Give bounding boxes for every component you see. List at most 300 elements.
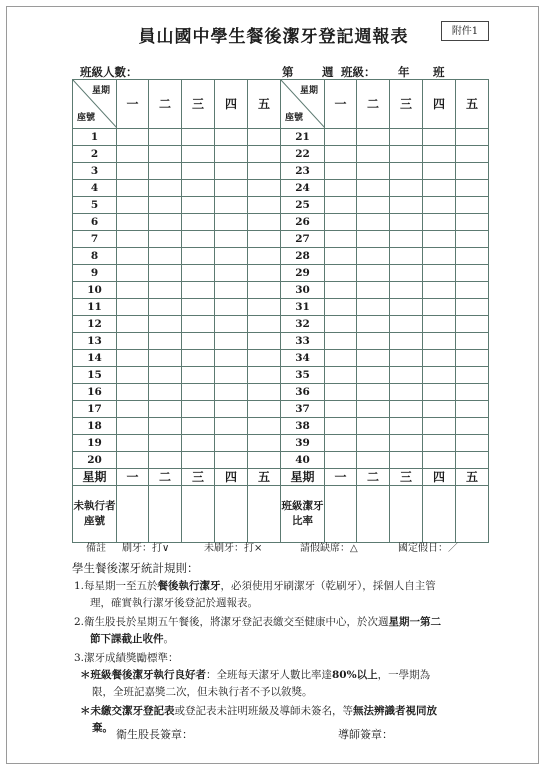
record-cell[interactable]: [456, 197, 489, 214]
record-cell[interactable]: [357, 231, 390, 248]
record-cell[interactable]: [117, 316, 149, 333]
record-cell[interactable]: [456, 452, 489, 469]
record-cell[interactable]: [423, 435, 456, 452]
seat-number: 8: [73, 248, 117, 265]
record-cell[interactable]: [456, 367, 489, 384]
record-cell[interactable]: [390, 316, 423, 333]
table-row: [73, 197, 489, 214]
record-cell[interactable]: [182, 197, 215, 214]
class-ratio-cell[interactable]: [423, 486, 456, 543]
record-cell[interactable]: [248, 367, 281, 384]
remark-not-brushed: 未刷牙：打×: [204, 543, 263, 554]
table-row: [73, 333, 489, 350]
record-cell[interactable]: [390, 180, 423, 197]
day-header-left: 一: [117, 80, 149, 129]
record-cell[interactable]: [182, 452, 215, 469]
class-count-label: 班級人數：: [80, 65, 138, 79]
record-cell[interactable]: [456, 163, 489, 180]
record-cell[interactable]: [456, 435, 489, 452]
record-cell[interactable]: [390, 401, 423, 418]
record-cell[interactable]: [149, 316, 182, 333]
record-cell[interactable]: [456, 231, 489, 248]
record-cell[interactable]: [423, 163, 456, 180]
page-title: 員山國中學生餐後潔牙登記週報表: [138, 27, 409, 47]
record-cell[interactable]: [390, 214, 423, 231]
record-cell[interactable]: [248, 265, 281, 282]
corner-weekday-label: 星期: [91, 86, 110, 96]
remarks-label: 備註: [86, 543, 106, 554]
table-row: [73, 316, 489, 333]
day-header-right: 一: [325, 80, 357, 129]
day-header-right: 四: [423, 80, 456, 129]
record-cell[interactable]: [117, 231, 149, 248]
record-cell[interactable]: [215, 367, 248, 384]
seat-number: 23: [281, 163, 325, 180]
footer-day-right: 一: [325, 469, 357, 486]
record-cell[interactable]: [456, 214, 489, 231]
record-cell[interactable]: [182, 435, 215, 452]
record-cell[interactable]: [182, 248, 215, 265]
record-cell[interactable]: [117, 435, 149, 452]
day-header-left: 五: [248, 80, 281, 129]
record-cell[interactable]: [149, 299, 182, 316]
record-cell[interactable]: [182, 333, 215, 350]
not-brushed-seats-label: 未執行者座號: [73, 486, 117, 543]
record-cell[interactable]: [423, 401, 456, 418]
record-cell[interactable]: [456, 316, 489, 333]
record-cell[interactable]: [149, 214, 182, 231]
record-cell[interactable]: [456, 401, 489, 418]
record-cell[interactable]: [215, 452, 248, 469]
record-cell[interactable]: [423, 231, 456, 248]
record-cell[interactable]: [117, 265, 149, 282]
record-cell[interactable]: [357, 282, 390, 299]
record-cell[interactable]: [357, 197, 390, 214]
record-cell[interactable]: [357, 384, 390, 401]
record-cell[interactable]: [456, 299, 489, 316]
seat-number: 36: [281, 384, 325, 401]
footer-weekday-row: [73, 469, 489, 486]
record-cell[interactable]: [456, 418, 489, 435]
rule-3-item-2-line-2: 棄。: [92, 722, 113, 734]
table-row: [73, 384, 489, 401]
record-cell[interactable]: [423, 282, 456, 299]
record-cell[interactable]: [423, 452, 456, 469]
seat-number: 32: [281, 316, 325, 333]
record-cell[interactable]: [423, 265, 456, 282]
record-cell[interactable]: [182, 214, 215, 231]
record-cell[interactable]: [149, 231, 182, 248]
class-unit-label: 班: [433, 65, 445, 79]
footer-day-left: 一: [117, 469, 149, 486]
record-cell[interactable]: [357, 316, 390, 333]
record-cell[interactable]: [390, 129, 423, 146]
record-cell[interactable]: [215, 248, 248, 265]
rule-3-title: 3.潔牙成績獎勵標準：: [74, 652, 179, 664]
corner-weekday-label: 星期: [299, 86, 318, 96]
record-cell[interactable]: [149, 248, 182, 265]
record-cell[interactable]: [325, 146, 357, 163]
record-cell[interactable]: [182, 350, 215, 367]
record-cell[interactable]: [117, 248, 149, 265]
record-cell[interactable]: [215, 401, 248, 418]
record-cell[interactable]: [117, 146, 149, 163]
record-cell[interactable]: [149, 163, 182, 180]
record-cell[interactable]: [390, 418, 423, 435]
record-cell[interactable]: [357, 333, 390, 350]
record-cell[interactable]: [149, 452, 182, 469]
record-cell[interactable]: [325, 231, 357, 248]
record-cell[interactable]: [456, 248, 489, 265]
record-cell[interactable]: [325, 333, 357, 350]
record-cell[interactable]: [117, 129, 149, 146]
record-cell[interactable]: [456, 146, 489, 163]
seat-number: 27: [281, 231, 325, 248]
record-cell[interactable]: [149, 333, 182, 350]
seat-number: 19: [73, 435, 117, 452]
record-cell[interactable]: [423, 197, 456, 214]
seat-number: 10: [73, 282, 117, 299]
record-cell[interactable]: [248, 333, 281, 350]
seat-number: 5: [73, 197, 117, 214]
seat-number: 4: [73, 180, 117, 197]
record-cell[interactable]: [215, 129, 248, 146]
not-brushed-seats-cell[interactable]: [117, 486, 149, 543]
class-ratio-label: 班級潔牙比率: [281, 486, 325, 543]
remarks-row: [72, 541, 487, 556]
seat-number: 14: [73, 350, 117, 367]
record-cell[interactable]: [357, 401, 390, 418]
seat-number: 26: [281, 214, 325, 231]
record-cell[interactable]: [215, 180, 248, 197]
record-cell[interactable]: [325, 282, 357, 299]
record-cell[interactable]: [149, 384, 182, 401]
day-header-left: 四: [215, 80, 248, 129]
record-cell[interactable]: [357, 180, 390, 197]
grade-label: 年: [398, 65, 410, 79]
not-brushed-seats-cell[interactable]: [182, 486, 215, 543]
remark-absent: 請假缺席：△: [300, 543, 358, 554]
not-brushed-seats-cell[interactable]: [149, 486, 182, 543]
record-cell[interactable]: [215, 197, 248, 214]
record-cell[interactable]: [182, 384, 215, 401]
record-cell[interactable]: [325, 452, 357, 469]
record-cell[interactable]: [325, 384, 357, 401]
record-cell[interactable]: [117, 333, 149, 350]
record-cell[interactable]: [117, 214, 149, 231]
class-ratio-cell[interactable]: [325, 486, 357, 543]
not-brushed-seats-cell[interactable]: [215, 486, 248, 543]
record-cell[interactable]: [423, 333, 456, 350]
seat-number: 15: [73, 367, 117, 384]
record-cell[interactable]: [456, 282, 489, 299]
record-cell[interactable]: [357, 146, 390, 163]
remark-holiday: 國定假日：／: [398, 543, 458, 554]
record-cell[interactable]: [390, 299, 423, 316]
record-cell[interactable]: [182, 265, 215, 282]
seat-number: 31: [281, 299, 325, 316]
record-cell[interactable]: [390, 435, 423, 452]
seat-number: 21: [281, 129, 325, 146]
seat-number: 17: [73, 401, 117, 418]
record-cell[interactable]: [117, 367, 149, 384]
week-prefix-label: 第: [282, 65, 294, 79]
table-row: [73, 350, 489, 367]
record-cell[interactable]: [215, 231, 248, 248]
record-cell[interactable]: [248, 282, 281, 299]
record-cell[interactable]: [248, 418, 281, 435]
record-cell[interactable]: [248, 248, 281, 265]
record-cell[interactable]: [248, 163, 281, 180]
record-cell[interactable]: [325, 418, 357, 435]
record-cell[interactable]: [357, 129, 390, 146]
table-row: [73, 265, 489, 282]
record-cell[interactable]: [357, 418, 390, 435]
seat-number: 11: [73, 299, 117, 316]
left-corner-header: [73, 80, 117, 129]
record-cell[interactable]: [390, 333, 423, 350]
record-cell[interactable]: [248, 452, 281, 469]
record-cell[interactable]: [117, 452, 149, 469]
table-row: [73, 180, 489, 197]
record-cell[interactable]: [357, 299, 390, 316]
record-cell[interactable]: [182, 367, 215, 384]
record-cell[interactable]: [390, 197, 423, 214]
record-cell[interactable]: [456, 350, 489, 367]
record-cell[interactable]: [456, 180, 489, 197]
record-cell[interactable]: [325, 163, 357, 180]
record-cell[interactable]: [357, 367, 390, 384]
record-cell[interactable]: [248, 197, 281, 214]
record-cell[interactable]: [390, 163, 423, 180]
record-cell[interactable]: [357, 265, 390, 282]
week-suffix-label: 週: [322, 65, 334, 79]
record-cell[interactable]: [325, 401, 357, 418]
record-cell[interactable]: [149, 367, 182, 384]
record-cell[interactable]: [357, 248, 390, 265]
record-cell[interactable]: [456, 265, 489, 282]
remark-brushed: 刷牙：打∨: [122, 543, 170, 554]
record-cell[interactable]: [325, 367, 357, 384]
summary-row: [73, 486, 489, 543]
record-cell[interactable]: [149, 435, 182, 452]
record-cell[interactable]: [325, 299, 357, 316]
seat-number: 7: [73, 231, 117, 248]
class-ratio-cell[interactable]: [456, 486, 489, 543]
rule-3-item-1-line-1: ＊班級餐後潔牙執行良好者：全班每天潔牙人數比率達80%以上，一學期為: [80, 669, 431, 681]
record-cell[interactable]: [456, 384, 489, 401]
record-cell[interactable]: [117, 418, 149, 435]
record-cell[interactable]: [149, 180, 182, 197]
record-cell[interactable]: [182, 129, 215, 146]
seat-number: 33: [281, 333, 325, 350]
record-cell[interactable]: [117, 401, 149, 418]
record-cell[interactable]: [390, 452, 423, 469]
record-cell[interactable]: [182, 180, 215, 197]
record-cell[interactable]: [390, 384, 423, 401]
seat-number: 29: [281, 265, 325, 282]
corner-seat-label: 座號: [77, 113, 96, 123]
record-cell[interactable]: [357, 214, 390, 231]
record-cell[interactable]: [423, 129, 456, 146]
table-row: [73, 248, 489, 265]
record-cell[interactable]: [182, 316, 215, 333]
day-header-left: 三: [182, 80, 215, 129]
record-cell[interactable]: [149, 282, 182, 299]
record-cell[interactable]: [390, 248, 423, 265]
seat-number: 39: [281, 435, 325, 452]
record-cell[interactable]: [423, 350, 456, 367]
record-cell[interactable]: [325, 265, 357, 282]
record-cell[interactable]: [248, 146, 281, 163]
record-cell[interactable]: [248, 384, 281, 401]
rules-title: 學生餐後潔牙統計規則：: [72, 561, 199, 575]
record-cell[interactable]: [215, 435, 248, 452]
record-cell[interactable]: [423, 146, 456, 163]
seat-number: 12: [73, 316, 117, 333]
record-cell[interactable]: [357, 163, 390, 180]
seat-number: 28: [281, 248, 325, 265]
record-cell[interactable]: [325, 197, 357, 214]
seat-number: 16: [73, 384, 117, 401]
record-cell[interactable]: [357, 435, 390, 452]
record-cell[interactable]: [117, 180, 149, 197]
seat-number: 1: [73, 129, 117, 146]
record-cell[interactable]: [248, 316, 281, 333]
record-cell[interactable]: [117, 197, 149, 214]
record-cell[interactable]: [182, 231, 215, 248]
record-cell[interactable]: [182, 401, 215, 418]
record-cell[interactable]: [117, 299, 149, 316]
day-header-right: 五: [456, 80, 489, 129]
day-header-right: 三: [390, 80, 423, 129]
record-cell[interactable]: [215, 350, 248, 367]
table-row: [73, 214, 489, 231]
record-cell[interactable]: [215, 214, 248, 231]
record-cell[interactable]: [149, 146, 182, 163]
record-cell[interactable]: [423, 418, 456, 435]
class-ratio-cell[interactable]: [390, 486, 423, 543]
table-row: [73, 367, 489, 384]
seat-number: 22: [281, 146, 325, 163]
rule-1-line-2: 理，確實執行潔牙後登記於週報表。: [90, 597, 258, 609]
seat-number: 13: [73, 333, 117, 350]
record-cell[interactable]: [423, 180, 456, 197]
record-cell[interactable]: [248, 435, 281, 452]
record-cell[interactable]: [149, 129, 182, 146]
record-cell[interactable]: [423, 248, 456, 265]
seat-number: 30: [281, 282, 325, 299]
record-cell[interactable]: [325, 180, 357, 197]
record-cell[interactable]: [325, 316, 357, 333]
footer-day-left: 四: [215, 469, 248, 486]
day-header-right: 二: [357, 80, 390, 129]
attachment-label: 附件1: [441, 21, 489, 41]
footer-day-left: 五: [248, 469, 281, 486]
record-cell[interactable]: [248, 214, 281, 231]
record-cell[interactable]: [423, 214, 456, 231]
record-cell[interactable]: [182, 282, 215, 299]
not-brushed-seats-cell[interactable]: [248, 486, 281, 543]
record-cell[interactable]: [456, 333, 489, 350]
record-cell[interactable]: [456, 129, 489, 146]
record-cell[interactable]: [248, 180, 281, 197]
record-cell[interactable]: [215, 163, 248, 180]
record-cell[interactable]: [215, 333, 248, 350]
record-cell[interactable]: [248, 401, 281, 418]
record-cell[interactable]: [215, 265, 248, 282]
record-cell[interactable]: [390, 231, 423, 248]
record-cell[interactable]: [117, 163, 149, 180]
record-cell[interactable]: [423, 299, 456, 316]
record-cell[interactable]: [357, 452, 390, 469]
record-cell[interactable]: [117, 350, 149, 367]
seat-number: 20: [73, 452, 117, 469]
table-header-row: [73, 80, 489, 129]
footer-day-left: 三: [182, 469, 215, 486]
record-cell[interactable]: [390, 367, 423, 384]
class-ratio-cell[interactable]: [357, 486, 390, 543]
record-cell[interactable]: [248, 350, 281, 367]
record-cell[interactable]: [390, 282, 423, 299]
seat-number: 6: [73, 214, 117, 231]
record-cell[interactable]: [215, 282, 248, 299]
record-cell[interactable]: [390, 146, 423, 163]
seat-number: 3: [73, 163, 117, 180]
record-cell[interactable]: [182, 299, 215, 316]
record-cell[interactable]: [215, 384, 248, 401]
table-row: [73, 282, 489, 299]
record-cell[interactable]: [325, 248, 357, 265]
record-cell[interactable]: [423, 384, 456, 401]
seat-number: 37: [281, 401, 325, 418]
record-cell[interactable]: [182, 163, 215, 180]
record-cell[interactable]: [248, 129, 281, 146]
record-cell[interactable]: [423, 316, 456, 333]
seat-number: 18: [73, 418, 117, 435]
record-cell[interactable]: [215, 418, 248, 435]
record-cell[interactable]: [215, 146, 248, 163]
record-cell[interactable]: [182, 418, 215, 435]
footer-day-left: 二: [149, 469, 182, 486]
record-cell[interactable]: [149, 401, 182, 418]
record-cell[interactable]: [149, 418, 182, 435]
record-cell[interactable]: [357, 350, 390, 367]
record-cell[interactable]: [149, 265, 182, 282]
record-cell[interactable]: [325, 435, 357, 452]
record-cell[interactable]: [215, 316, 248, 333]
record-cell[interactable]: [117, 384, 149, 401]
brushing-record-table: [72, 79, 489, 543]
record-cell[interactable]: [149, 197, 182, 214]
record-cell[interactable]: [117, 282, 149, 299]
record-cell[interactable]: [248, 299, 281, 316]
record-cell[interactable]: [423, 367, 456, 384]
day-header-left: 二: [149, 80, 182, 129]
record-cell[interactable]: [325, 129, 357, 146]
record-cell[interactable]: [390, 265, 423, 282]
record-cell[interactable]: [149, 350, 182, 367]
record-cell[interactable]: [248, 231, 281, 248]
record-cell[interactable]: [325, 350, 357, 367]
record-cell[interactable]: [215, 299, 248, 316]
rule-3-item-1-line-2: 限，全班記嘉獎二次，但未執行者不予以敘獎。: [92, 686, 313, 698]
footer-weekday-label: 星期: [281, 469, 325, 486]
record-cell[interactable]: [182, 146, 215, 163]
record-cell[interactable]: [325, 214, 357, 231]
record-cell[interactable]: [390, 350, 423, 367]
table-row: [73, 129, 489, 146]
